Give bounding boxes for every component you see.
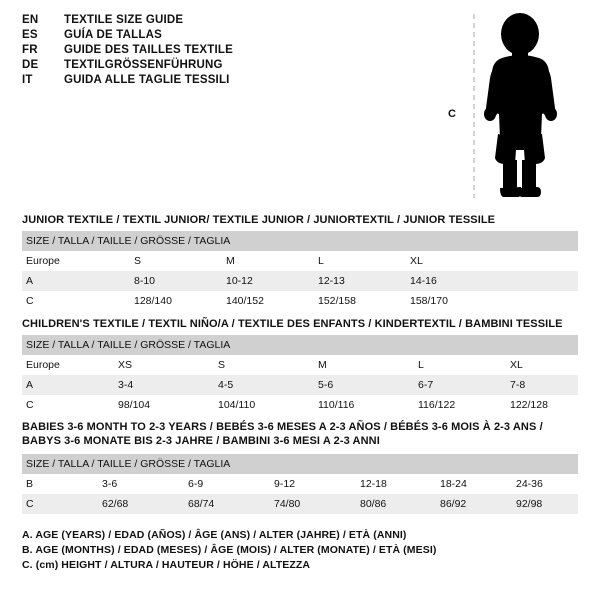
language-code: ES bbox=[22, 29, 38, 41]
height-measure-label: C bbox=[448, 108, 456, 120]
row-label: Europe bbox=[22, 355, 114, 375]
language-text: GUIDA ALLE TAGLIE TESSILI bbox=[64, 74, 230, 86]
cell: 62/68 bbox=[98, 494, 184, 514]
row-label: A bbox=[22, 375, 114, 395]
cell: M bbox=[222, 251, 314, 271]
figure-area bbox=[448, 8, 588, 203]
cell: 6-9 bbox=[184, 474, 270, 494]
toddler-silhouette-icon bbox=[448, 8, 588, 203]
table-row bbox=[22, 251, 578, 271]
row-label: C bbox=[22, 494, 98, 514]
cell: 3-6 bbox=[98, 474, 184, 494]
cell: 24-36 bbox=[512, 474, 578, 494]
cell: XS bbox=[114, 355, 214, 375]
cell: 7-8 bbox=[506, 375, 578, 395]
section-title-line1: BABIES 3-6 MONTH TO 2-3 YEARS / BEBÉS 3-6 MESES A 2-3 AÑOS / BÉBÉS 3-6 MOIS À 2-3 ANS / bbox=[22, 421, 543, 433]
language-row bbox=[22, 44, 442, 56]
cell: 110/116 bbox=[314, 395, 414, 415]
row-label: C bbox=[22, 291, 130, 311]
table-header-row bbox=[22, 231, 578, 251]
cell: 10-12 bbox=[222, 271, 314, 291]
table-row bbox=[22, 494, 578, 514]
cell: XL bbox=[506, 355, 578, 375]
cell: 18-24 bbox=[436, 474, 512, 494]
cell: 9-12 bbox=[270, 474, 356, 494]
language-row bbox=[22, 74, 442, 86]
cell: 98/104 bbox=[114, 395, 214, 415]
language-text: GUÍA DE TALLAS bbox=[64, 29, 162, 41]
cell: 104/110 bbox=[214, 395, 314, 415]
table-row bbox=[22, 291, 578, 311]
cell: S bbox=[214, 355, 314, 375]
cell: M bbox=[314, 355, 414, 375]
language-row bbox=[22, 29, 442, 41]
cell: S bbox=[130, 251, 222, 271]
babies-size-table bbox=[22, 454, 578, 514]
cell: 14-16 bbox=[406, 271, 498, 291]
table-header-row bbox=[22, 335, 578, 355]
section-childrens-textile bbox=[22, 318, 578, 415]
cell: 3-4 bbox=[114, 375, 214, 395]
section-title bbox=[22, 421, 578, 449]
legend-item-height: C. (cm) HEIGHT / ALTURA / HAUTEUR / HÖHE / ALTEZZA bbox=[22, 559, 311, 571]
cell: L bbox=[414, 355, 506, 375]
table-header-row bbox=[22, 454, 578, 474]
language-row bbox=[22, 59, 442, 71]
cell: 5-6 bbox=[314, 375, 414, 395]
language-text: TEXTILGRÖSSENFÜHRUNG bbox=[64, 59, 223, 71]
language-header bbox=[22, 14, 442, 89]
cell: 74/80 bbox=[270, 494, 356, 514]
cell: XL bbox=[406, 251, 498, 271]
language-code: IT bbox=[22, 74, 33, 86]
legend-item-age-years: A. AGE (YEARS) / EDAD (AÑOS) / ÂGE (ANS) / ALTER (JAHRE) / ETÀ (ANNI) bbox=[22, 529, 407, 541]
cell-empty bbox=[498, 271, 578, 291]
cell-empty bbox=[498, 251, 578, 271]
legend bbox=[22, 529, 578, 574]
table-row bbox=[22, 355, 578, 375]
cell: 92/98 bbox=[512, 494, 578, 514]
section-title-line2: BABYS 3-6 MONATE BIS 2-3 JAHRE / BAMBINI 3-6 MESI A 2-3 ANNI bbox=[22, 434, 380, 447]
table-row bbox=[22, 271, 578, 291]
section-title: CHILDREN'S TEXTILE / TEXTIL NIÑO/A / TEXTILE DES ENFANTS / KINDERTEXTIL / BAMBINI TESSILE bbox=[22, 318, 563, 330]
language-text: GUIDE DES TAILLES TEXTILE bbox=[64, 44, 233, 56]
cell: 80/86 bbox=[356, 494, 436, 514]
junior-size-table bbox=[22, 231, 578, 311]
cell: 6-7 bbox=[414, 375, 506, 395]
cell: 128/140 bbox=[130, 291, 222, 311]
cell: 122/128 bbox=[506, 395, 578, 415]
language-code: DE bbox=[22, 59, 39, 71]
legend-item-age-months: B. AGE (MONTHS) / EDAD (MESES) / ÂGE (MOIS) / ALTER (MONATE) / ETÀ (MESI) bbox=[22, 544, 437, 556]
size-header-label: SIZE / TALLA / TAILLE / GRÖSSE / TAGLIA bbox=[22, 454, 578, 474]
section-babies-textile bbox=[22, 421, 578, 514]
cell: 140/152 bbox=[222, 291, 314, 311]
size-header-label: SIZE / TALLA / TAILLE / GRÖSSE / TAGLIA bbox=[22, 231, 578, 251]
table-row bbox=[22, 395, 578, 415]
language-code: FR bbox=[22, 44, 38, 56]
size-header-label: SIZE / TALLA / TAILLE / GRÖSSE / TAGLIA bbox=[22, 335, 578, 355]
row-label: B bbox=[22, 474, 98, 494]
cell: 68/74 bbox=[184, 494, 270, 514]
cell: L bbox=[314, 251, 406, 271]
row-label: A bbox=[22, 271, 130, 291]
language-text: TEXTILE SIZE GUIDE bbox=[64, 14, 184, 26]
section-junior-textile bbox=[22, 214, 578, 311]
children-size-table bbox=[22, 335, 578, 415]
table-row bbox=[22, 474, 578, 494]
language-code: EN bbox=[22, 14, 39, 26]
cell: 152/158 bbox=[314, 291, 406, 311]
cell: 116/122 bbox=[414, 395, 506, 415]
cell: 86/92 bbox=[436, 494, 512, 514]
cell-empty bbox=[498, 291, 578, 311]
cell: 12-18 bbox=[356, 474, 436, 494]
row-label: C bbox=[22, 395, 114, 415]
table-row bbox=[22, 375, 578, 395]
section-title: JUNIOR TEXTILE / TEXTIL JUNIOR/ TEXTILE JUNIOR / JUNIORTEXTIL / JUNIOR TESSILE bbox=[22, 214, 496, 226]
cell: 12-13 bbox=[314, 271, 406, 291]
cell: 4-5 bbox=[214, 375, 314, 395]
cell: 158/170 bbox=[406, 291, 498, 311]
language-row bbox=[22, 14, 442, 26]
row-label: Europe bbox=[22, 251, 130, 271]
cell: 8-10 bbox=[130, 271, 222, 291]
